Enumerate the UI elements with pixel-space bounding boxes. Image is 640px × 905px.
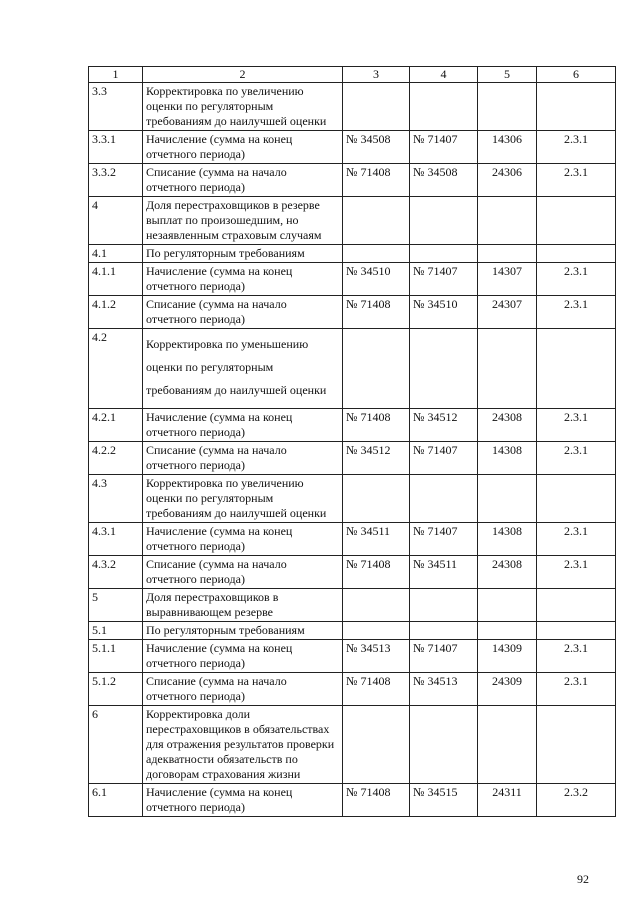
row-code-cell: 6.1 — [89, 784, 143, 817]
reference-cell: 2.3.2 — [537, 784, 616, 817]
symbol-code-cell: 24307 — [478, 296, 537, 329]
reference-cell — [537, 245, 616, 263]
row-description-cell: Доля перестраховщиков в выравнивающем резерве — [143, 589, 343, 622]
table-row — [89, 245, 616, 263]
posting-table — [88, 66, 616, 817]
debit-account-cell — [343, 589, 410, 622]
row-code-cell: 4.2.1 — [89, 409, 143, 442]
table-row — [89, 131, 616, 164]
credit-account-cell: № 71407 — [410, 263, 478, 296]
debit-account-cell: № 34512 — [343, 442, 410, 475]
reference-cell — [537, 622, 616, 640]
symbol-code-cell: 24308 — [478, 556, 537, 589]
reference-cell: 2.3.1 — [537, 442, 616, 475]
row-code-cell: 4.1.1 — [89, 263, 143, 296]
reference-cell: 2.3.1 — [537, 556, 616, 589]
credit-account-cell — [410, 197, 478, 245]
row-code-cell: 3.3.1 — [89, 131, 143, 164]
table-row — [89, 589, 616, 622]
table-row — [89, 329, 616, 409]
credit-account-cell: № 71407 — [410, 640, 478, 673]
credit-account-cell — [410, 475, 478, 523]
table-row — [89, 673, 616, 706]
symbol-code-cell — [478, 329, 537, 409]
debit-account-cell — [343, 245, 410, 263]
reference-cell: 2.3.1 — [537, 131, 616, 164]
row-code-cell: 5.1.1 — [89, 640, 143, 673]
symbol-code-cell: 24309 — [478, 673, 537, 706]
reference-cell: 2.3.1 — [537, 409, 616, 442]
table-row — [89, 197, 616, 245]
posting-table-body — [89, 67, 616, 817]
row-description-cell: Списание (сумма на начало отчетного периода) — [143, 164, 343, 197]
row-description-cell: Начисление (сумма на конец отчетного периода) — [143, 409, 343, 442]
row-description-cell: Корректировка по уменьшению оценки по регуляторным требованиям до наилучшей оценки — [143, 329, 343, 409]
row-description-cell: Начисление (сумма на конец отчетного периода) — [143, 784, 343, 817]
debit-account-cell: № 34511 — [343, 523, 410, 556]
debit-account-cell: № 71408 — [343, 673, 410, 706]
credit-account-cell — [410, 589, 478, 622]
row-description-cell: По регуляторным требованиям — [143, 245, 343, 263]
row-code-cell: 6 — [89, 706, 143, 784]
debit-account-cell: № 34508 — [343, 131, 410, 164]
row-code-cell: 4.3 — [89, 475, 143, 523]
reference-cell: 2.3.1 — [537, 296, 616, 329]
table-row — [89, 784, 616, 817]
credit-account-cell — [410, 83, 478, 131]
symbol-code-cell: 14309 — [478, 640, 537, 673]
reference-cell — [537, 329, 616, 409]
debit-account-cell — [343, 622, 410, 640]
row-code-cell: 3.3 — [89, 83, 143, 131]
row-code-cell: 5 — [89, 589, 143, 622]
reference-cell: 2.3.1 — [537, 164, 616, 197]
row-description-cell: Списание (сумма на начало отчетного периода) — [143, 442, 343, 475]
row-description-cell: Корректировка по увеличению оценки по регуляторным требованиям до наилучшей оценки — [143, 475, 343, 523]
row-description-cell: Корректировка по увеличению оценки по регуляторным требованиям до наилучшей оценки — [143, 83, 343, 131]
row-description-cell: По регуляторным требованиям — [143, 622, 343, 640]
header-cell-5: 5 — [478, 67, 537, 83]
symbol-code-cell: 14307 — [478, 263, 537, 296]
credit-account-cell: № 34513 — [410, 673, 478, 706]
row-code-cell: 4.1.2 — [89, 296, 143, 329]
credit-account-cell: № 71407 — [410, 442, 478, 475]
table-row — [89, 296, 616, 329]
header-cell-2: 2 — [143, 67, 343, 83]
row-code-cell: 5.1.2 — [89, 673, 143, 706]
debit-account-cell: № 71408 — [343, 409, 410, 442]
reference-cell — [537, 589, 616, 622]
credit-account-cell: № 34512 — [410, 409, 478, 442]
row-description-cell: Доля перестраховщиков в резерве выплат по произошедшим, но незаявленным страховым случаям — [143, 197, 343, 245]
reference-cell: 2.3.1 — [537, 640, 616, 673]
debit-account-cell: № 71408 — [343, 556, 410, 589]
row-description-cell: Начисление (сумма на конец отчетного периода) — [143, 263, 343, 296]
row-code-cell: 4.1 — [89, 245, 143, 263]
credit-account-cell: № 34510 — [410, 296, 478, 329]
row-description-cell: Списание (сумма на начало отчетного периода) — [143, 673, 343, 706]
debit-account-cell: № 34513 — [343, 640, 410, 673]
table-row — [89, 83, 616, 131]
symbol-code-cell: 14306 — [478, 131, 537, 164]
reference-cell — [537, 197, 616, 245]
table-row — [89, 556, 616, 589]
table-row — [89, 475, 616, 523]
row-code-cell: 4 — [89, 197, 143, 245]
symbol-code-cell — [478, 245, 537, 263]
debit-account-cell — [343, 706, 410, 784]
credit-account-cell: № 71407 — [410, 131, 478, 164]
table-row — [89, 640, 616, 673]
row-description-cell: Начисление (сумма на конец отчетного периода) — [143, 640, 343, 673]
row-description-cell: Списание (сумма на начало отчетного периода) — [143, 556, 343, 589]
debit-account-cell — [343, 329, 410, 409]
symbol-code-cell: 24311 — [478, 784, 537, 817]
table-row — [89, 164, 616, 197]
table-row — [89, 409, 616, 442]
symbol-code-cell: 24308 — [478, 409, 537, 442]
row-code-cell: 4.2.2 — [89, 442, 143, 475]
row-description-cell: Начисление (сумма на конец отчетного периода) — [143, 523, 343, 556]
reference-cell — [537, 706, 616, 784]
symbol-code-cell — [478, 589, 537, 622]
symbol-code-cell: 14308 — [478, 442, 537, 475]
symbol-code-cell: 24306 — [478, 164, 537, 197]
debit-account-cell: № 71408 — [343, 164, 410, 197]
reference-cell — [537, 83, 616, 131]
credit-account-cell — [410, 706, 478, 784]
header-cell-1: 1 — [89, 67, 143, 83]
credit-account-cell — [410, 329, 478, 409]
row-code-cell: 3.3.2 — [89, 164, 143, 197]
symbol-code-cell — [478, 706, 537, 784]
document-sheet — [88, 66, 615, 817]
table-row — [89, 263, 616, 296]
debit-account-cell — [343, 197, 410, 245]
header-cell-6: 6 — [537, 67, 616, 83]
header-cell-3: 3 — [343, 67, 410, 83]
debit-account-cell: № 71408 — [343, 784, 410, 817]
credit-account-cell: № 71407 — [410, 523, 478, 556]
header-cell-4: 4 — [410, 67, 478, 83]
symbol-code-cell — [478, 622, 537, 640]
symbol-code-cell: 14308 — [478, 523, 537, 556]
debit-account-cell — [343, 83, 410, 131]
credit-account-cell — [410, 245, 478, 263]
table-row — [89, 442, 616, 475]
row-code-cell: 4.3.2 — [89, 556, 143, 589]
row-description-cell: Начисление (сумма на конец отчетного периода) — [143, 131, 343, 164]
credit-account-cell: № 34508 — [410, 164, 478, 197]
debit-account-cell — [343, 475, 410, 523]
reference-cell — [537, 475, 616, 523]
table-row — [89, 622, 616, 640]
page-number: 92 — [577, 872, 589, 886]
row-code-cell: 4.2 — [89, 329, 143, 409]
symbol-code-cell — [478, 197, 537, 245]
symbol-code-cell — [478, 83, 537, 131]
credit-account-cell — [410, 622, 478, 640]
row-code-cell: 4.3.1 — [89, 523, 143, 556]
credit-account-cell: № 34511 — [410, 556, 478, 589]
header-row — [89, 67, 616, 83]
reference-cell: 2.3.1 — [537, 263, 616, 296]
reference-cell: 2.3.1 — [537, 673, 616, 706]
debit-account-cell: № 71408 — [343, 296, 410, 329]
reference-cell: 2.3.1 — [537, 523, 616, 556]
table-row — [89, 523, 616, 556]
credit-account-cell: № 34515 — [410, 784, 478, 817]
row-description-cell: Корректировка доли перестраховщиков в обязательствах для отражения результатов проверки адекватности обязательств по договорам страхования жизни — [143, 706, 343, 784]
row-description-cell: Списание (сумма на начало отчетного периода) — [143, 296, 343, 329]
debit-account-cell: № 34510 — [343, 263, 410, 296]
row-code-cell: 5.1 — [89, 622, 143, 640]
symbol-code-cell — [478, 475, 537, 523]
table-row — [89, 706, 616, 784]
